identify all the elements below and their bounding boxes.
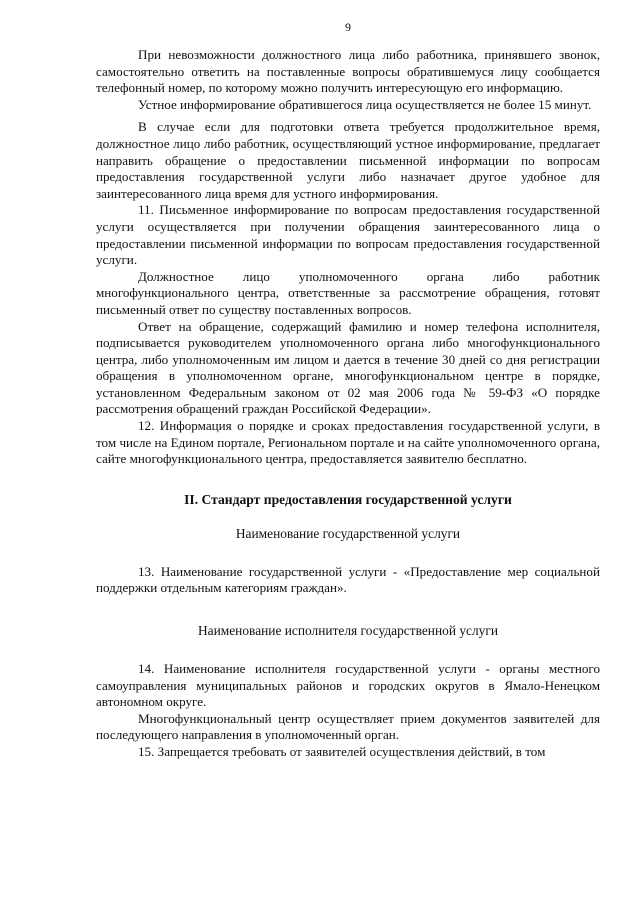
paragraph-11-written-info: 11. Письменное информирование по вопросам предоставления государственной услуги осуществляется при получении обращения заинтересованного лица о предоставлении письменной информации по вопросам предоставления государственной услуги. [96, 202, 600, 268]
paragraph-12-free-info: 12. Информация о порядке и сроках предоставления государственной услуги, в том числе на Едином портале, Региональном портале и на сайте уполномоченного органа, сайте многофункционального центра, предоставляется заявителю бесплатно. [96, 418, 600, 467]
paragraph-callback-phone: При невозможности должностного лица либо работника, принявшего звонок, самостоятельно ответить на поставленные вопросы обратившемуся лицу сообщается телефонный номер, по которому можно получить интересующую его информацию. [96, 47, 600, 96]
section-title: II. Стандарт предоставления государственной услуги [184, 491, 512, 507]
paragraph-mfc-intake: Многофункциональный центр осуществляет прием документов заявителей для последующего направления в уполномоченный орган. [96, 710, 600, 743]
paragraph-13-service-name: 13. Наименование государственной услуги - «Предоставление мер социальной поддержки отдельным категориям граждан». [96, 563, 600, 596]
paragraph-answer-signing: Ответ на обращение, содержащий фамилию и номер телефона исполнителя, подписывается руководителем уполномоченного органа либо многофункционального центра, либо уполномоченным им лицом и дается в течение 30 дней со дня регистрации обращения в уполномоченном органе, многофункциональном центре в порядке, установленном Федеральным законом от 02 мая 2006 года № 59-ФЗ «О порядке рассмотрения обращений граждан Российской Федерации». [96, 318, 600, 417]
paragraph-15-prohibition: 15. Запрещается требовать от заявителей осуществления действий, в том [138, 744, 546, 759]
paragraph-oral-duration: Устное информирование обратившегося лица осуществляется не более 15 минут. [138, 96, 592, 112]
paragraph-14-executor: 14. Наименование исполнителя государственной услуги - органы местного самоуправления муниципальных районов и городских округов в Ямало-Ненецком автономном округе. [96, 661, 600, 710]
page-number: 9 [345, 20, 351, 34]
subheading-executor-name: Наименование исполнителя государственной услуги [197, 623, 499, 639]
paragraph-long-answer: В случае если для подготовки ответа требуется продолжительное время, должностное лицо либо работник, осуществляющий устное информирование, предлагает направить обращение о предоставлении письменной информации по вопросам предоставления государственной услуги либо назначает другое удобное для заинтересованного лица время для устного информирования. [96, 119, 600, 201]
subheading-service-name: Наименование государственной услуги [235, 525, 461, 541]
paragraph-written-answer: Должностное лицо уполномоченного органа либо работник многофункционального центра, ответственные за рассмотрение обращения, готовят письменный ответ по существу поставленных вопросов. [96, 268, 600, 317]
